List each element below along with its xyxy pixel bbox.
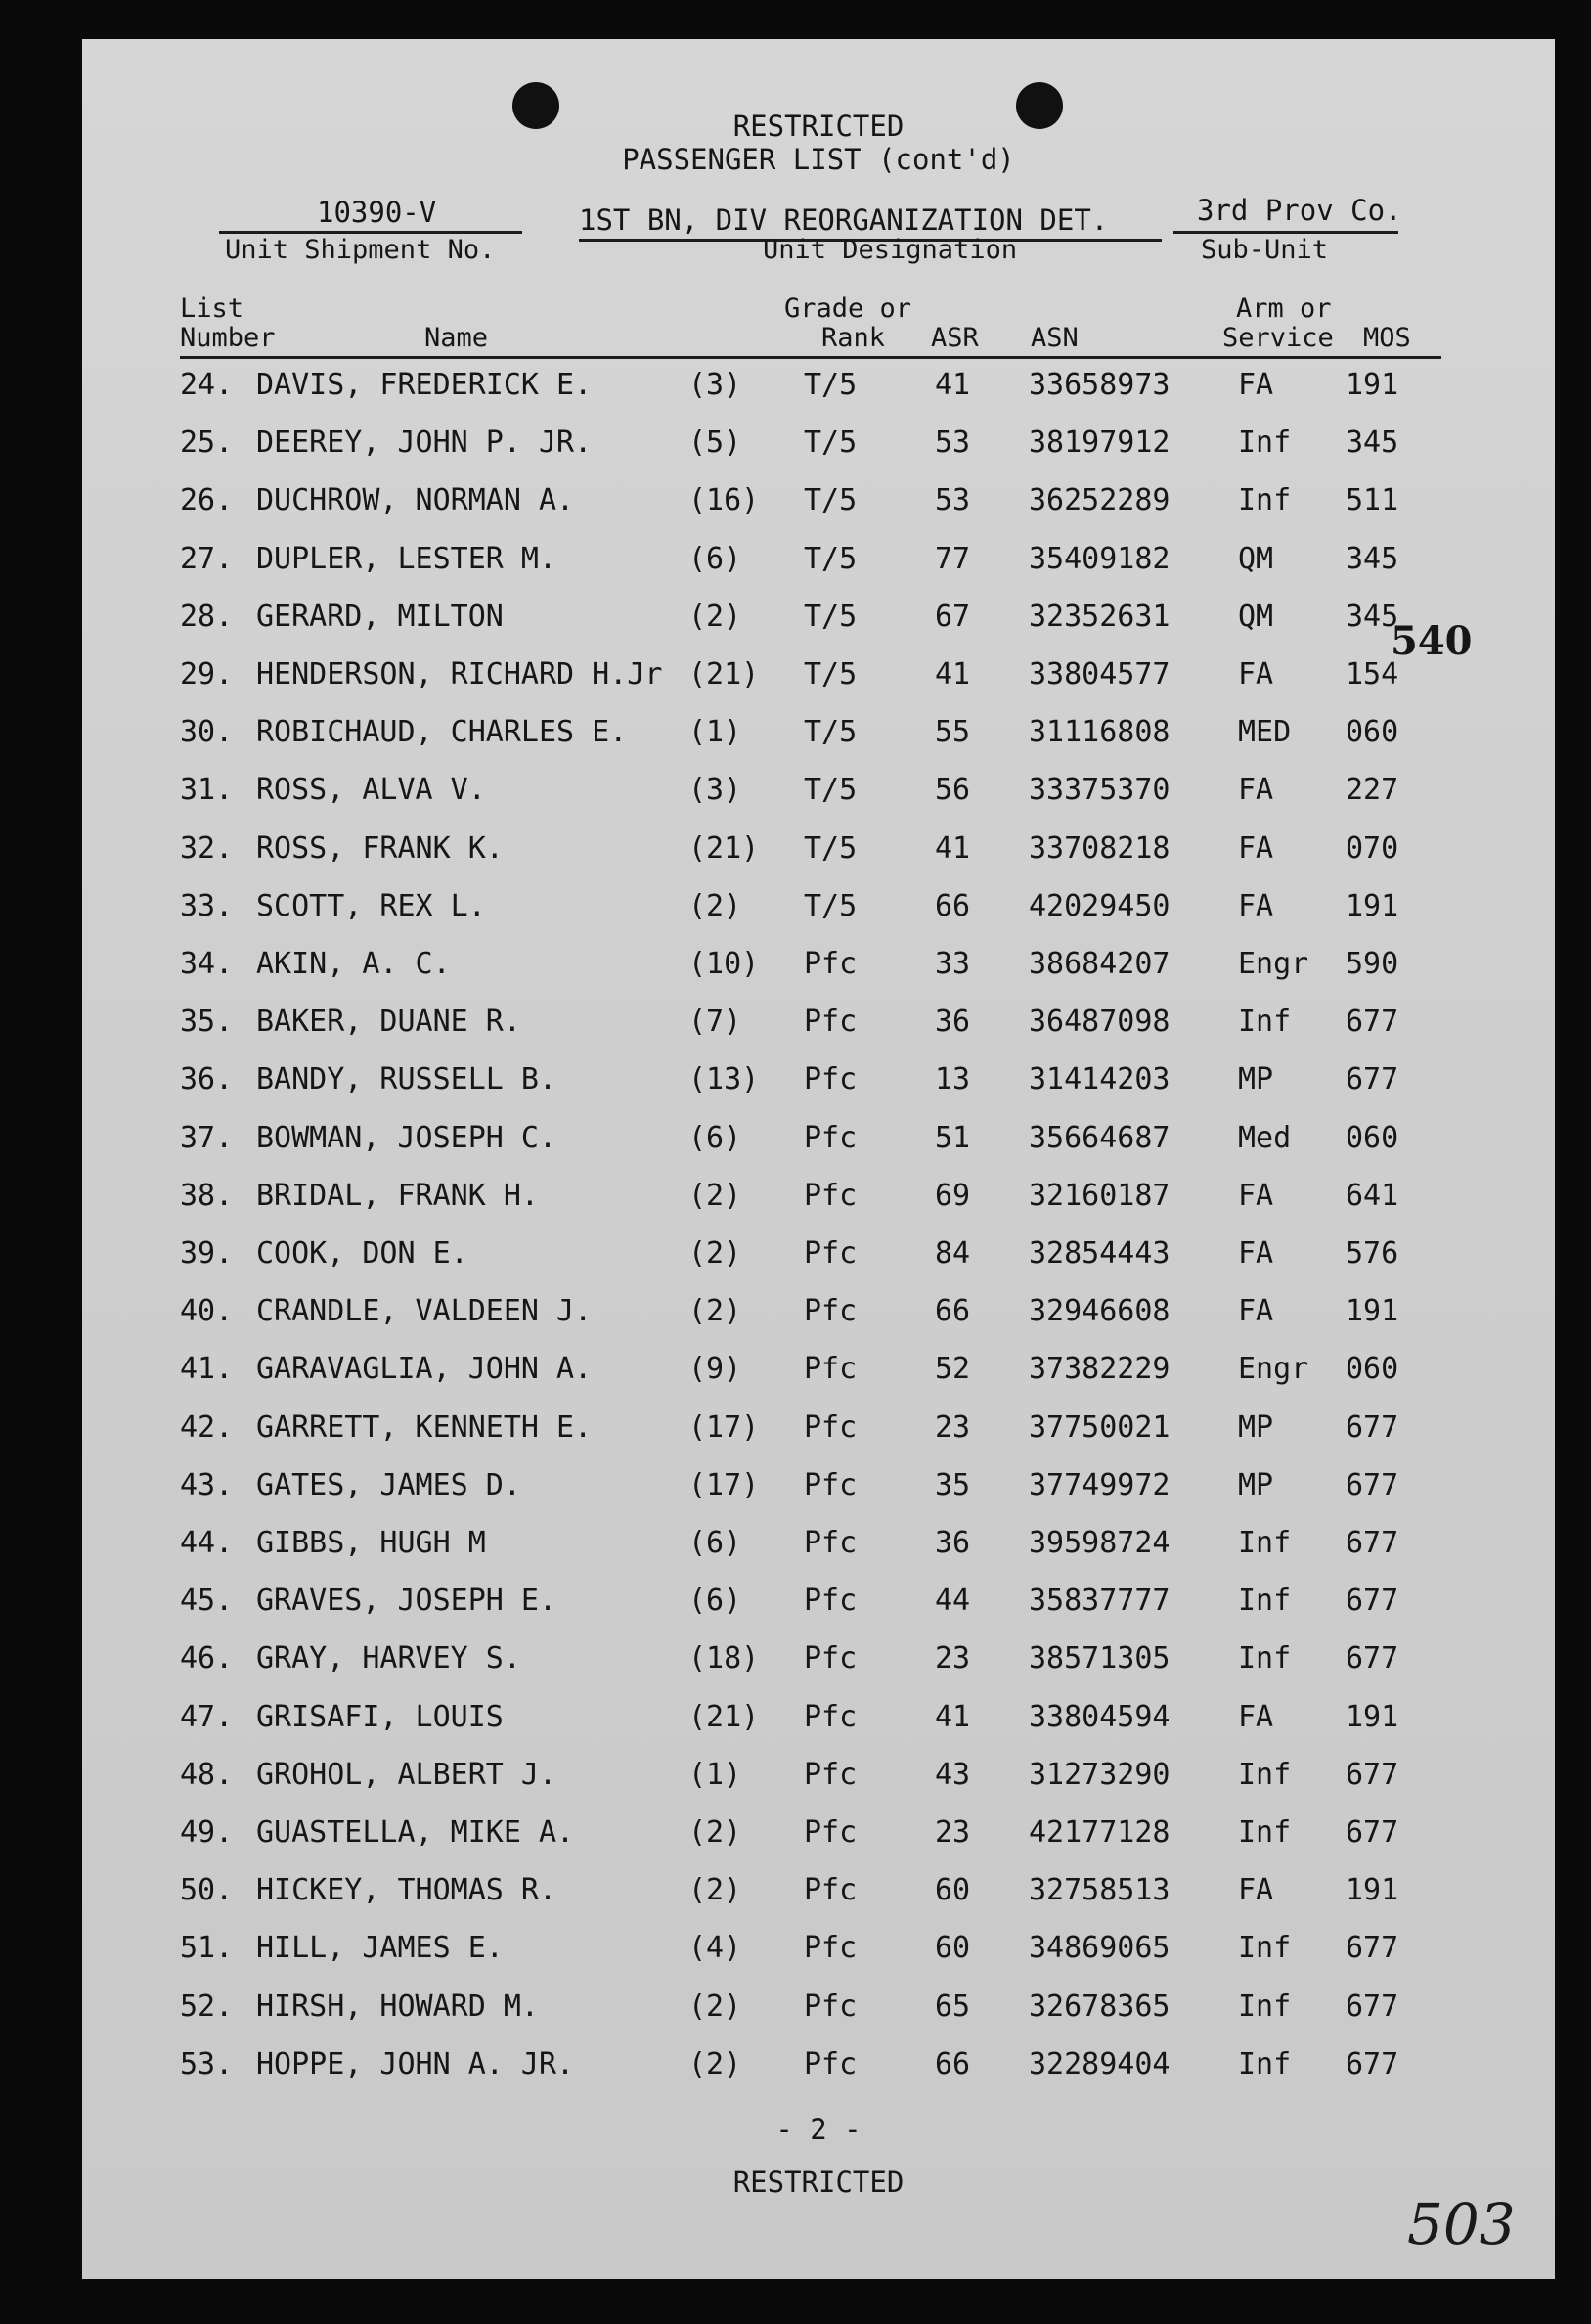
cell-grade: Pfc — [804, 1468, 858, 1502]
cell-arm: Inf — [1238, 1005, 1292, 1039]
cell-asn: 38571305 — [1029, 1641, 1171, 1676]
cell-grade: Pfc — [804, 1236, 858, 1271]
cell-grade: T/5 — [804, 368, 858, 402]
cell-num: 27. — [180, 542, 234, 576]
cell-grp: (21) — [688, 831, 760, 866]
cell-asr: 55 — [935, 715, 971, 749]
cell-grade: Pfc — [804, 1989, 858, 2024]
col-grade-label: Grade or — [784, 293, 912, 324]
sub-unit: 3rd Prov Co. — [1197, 194, 1402, 227]
page-number: - 2 - — [775, 2113, 862, 2146]
cell-grp: (2) — [688, 1179, 742, 1213]
table-row — [82, 1526, 1555, 1581]
cell-asn: 37382229 — [1029, 1352, 1171, 1386]
cell-mos: 677 — [1346, 1005, 1399, 1039]
cell-name: HOPPE, JOHN A. JR. — [256, 2047, 575, 2081]
cell-mos: 677 — [1346, 1062, 1399, 1096]
cell-num: 36. — [180, 1062, 234, 1096]
cell-arm: FA — [1238, 1236, 1274, 1271]
table-row — [82, 2047, 1555, 2102]
sub-unit-underline — [1173, 231, 1398, 234]
cell-mos: 070 — [1346, 831, 1399, 866]
cell-grade: T/5 — [804, 600, 858, 634]
table-row — [82, 1641, 1555, 1696]
cell-asn: 35837777 — [1029, 1584, 1171, 1618]
cell-asn: 38684207 — [1029, 947, 1171, 981]
document-page — [82, 39, 1555, 2279]
sub-unit-label: Sub-Unit — [1201, 235, 1329, 265]
cell-name: BAKER, DUANE R. — [256, 1005, 521, 1039]
cell-name: SCOTT, REX L. — [256, 889, 486, 923]
cell-grade: Pfc — [804, 1410, 858, 1445]
cell-asr: 23 — [935, 1815, 971, 1850]
cell-asr: 41 — [935, 657, 971, 692]
cell-name: HIRSH, HOWARD M. — [256, 1989, 539, 2024]
cell-name: DEEREY, JOHN P. JR. — [256, 425, 593, 460]
cell-grp: (2) — [688, 1989, 742, 2024]
col-asr-label: ASR — [931, 323, 979, 353]
cell-arm: Inf — [1238, 1815, 1292, 1850]
cell-grade: Pfc — [804, 1526, 858, 1560]
cell-asr: 60 — [935, 1931, 971, 1965]
cell-arm: FA — [1238, 831, 1274, 866]
cell-grp: (2) — [688, 600, 742, 634]
cell-name: GRISAFI, LOUIS — [256, 1700, 504, 1734]
cell-num: 47. — [180, 1700, 234, 1734]
cell-name: HILL, JAMES E. — [256, 1931, 504, 1965]
cell-asn: 33658973 — [1029, 368, 1171, 402]
cell-asr: 67 — [935, 600, 971, 634]
cell-asr: 33 — [935, 947, 971, 981]
cell-asr: 41 — [935, 831, 971, 866]
cell-asn: 32289404 — [1029, 2047, 1171, 2081]
cell-grp: (6) — [688, 1526, 742, 1560]
cell-asr: 44 — [935, 1584, 971, 1618]
cell-grp: (1) — [688, 715, 742, 749]
cell-name: BANDY, RUSSELL B. — [256, 1062, 557, 1096]
cell-mos: 060 — [1346, 1352, 1399, 1386]
cell-num: 41. — [180, 1352, 234, 1386]
passenger-list-title: PASSENGER LIST (cont'd) — [622, 143, 1015, 176]
cell-mos: 677 — [1346, 1468, 1399, 1502]
cell-grade: Pfc — [804, 1005, 858, 1039]
cell-arm: Inf — [1238, 1584, 1292, 1618]
cell-grade: Pfc — [804, 1352, 858, 1386]
cell-arm: Med — [1238, 1121, 1292, 1155]
cell-grp: (2) — [688, 1294, 742, 1328]
cell-asr: 36 — [935, 1526, 971, 1560]
cell-mos: 590 — [1346, 947, 1399, 981]
cell-name: ROSS, ALVA V. — [256, 773, 486, 807]
cell-arm: Engr — [1238, 947, 1309, 981]
cell-num: 32. — [180, 831, 234, 866]
cell-grp: (2) — [688, 1873, 742, 1907]
cell-num: 38. — [180, 1179, 234, 1213]
cell-grp: (17) — [688, 1410, 760, 1445]
table-row — [82, 1873, 1555, 1928]
cell-name: ROSS, FRANK K. — [256, 831, 504, 866]
cell-grp: (7) — [688, 1005, 742, 1039]
cell-grade: Pfc — [804, 1758, 858, 1792]
cell-num: 35. — [180, 1005, 234, 1039]
cell-mos: 576 — [1346, 1236, 1399, 1271]
cell-grp: (3) — [688, 368, 742, 402]
cell-arm: Inf — [1238, 1931, 1292, 1965]
cell-name: ROBICHAUD, CHARLES E. — [256, 715, 628, 749]
cell-asr: 23 — [935, 1641, 971, 1676]
cell-mos: 345 — [1346, 600, 1399, 634]
unit-designation: 1ST BN, DIV REORGANIZATION DET. — [579, 203, 1109, 237]
table-row — [82, 1005, 1555, 1059]
cell-grade: Pfc — [804, 1294, 858, 1328]
table-row — [82, 368, 1555, 423]
cell-asr: 52 — [935, 1352, 971, 1386]
cell-asr: 65 — [935, 1989, 971, 2024]
cell-grade: T/5 — [804, 657, 858, 692]
cell-name: GRAVES, JOSEPH E. — [256, 1584, 557, 1618]
cell-num: 40. — [180, 1294, 234, 1328]
table-row — [82, 542, 1555, 597]
col-arm-label: Arm or — [1236, 293, 1332, 324]
cell-name: HICKEY, THOMAS R. — [256, 1873, 557, 1907]
cell-num: 44. — [180, 1526, 234, 1560]
cell-name: GUASTELLA, MIKE A. — [256, 1815, 575, 1850]
cell-name: GATES, JAMES D. — [256, 1468, 521, 1502]
cell-grade: T/5 — [804, 773, 858, 807]
cell-asr: 66 — [935, 2047, 971, 2081]
cell-asn: 31116808 — [1029, 715, 1171, 749]
cell-name: DAVIS, FREDERICK E. — [256, 368, 593, 402]
cell-asn: 42177128 — [1029, 1815, 1171, 1850]
cell-num: 42. — [180, 1410, 234, 1445]
cell-mos: 677 — [1346, 1931, 1399, 1965]
cell-asr: 60 — [935, 1873, 971, 1907]
cell-asn: 32854443 — [1029, 1236, 1171, 1271]
col-mos-label: MOS — [1363, 323, 1411, 353]
cell-asr: 69 — [935, 1179, 971, 1213]
cell-asn: 33708218 — [1029, 831, 1171, 866]
cell-grp: (2) — [688, 2047, 742, 2081]
cell-grp: (16) — [688, 483, 760, 517]
cell-mos: 677 — [1346, 1758, 1399, 1792]
cell-mos: 677 — [1346, 1584, 1399, 1618]
cell-grade: Pfc — [804, 1700, 858, 1734]
cell-grp: (4) — [688, 1931, 742, 1965]
shipment-number: 10390-V — [317, 196, 437, 229]
cell-grp: (18) — [688, 1641, 760, 1676]
cell-grade: Pfc — [804, 2047, 858, 2081]
cell-asr: 36 — [935, 1005, 971, 1039]
cell-grade: Pfc — [804, 947, 858, 981]
cell-num: 43. — [180, 1468, 234, 1502]
cell-mos: 191 — [1346, 1294, 1399, 1328]
cell-arm: Inf — [1238, 483, 1292, 517]
cell-arm: MED — [1238, 715, 1292, 749]
cell-asn: 33804594 — [1029, 1700, 1171, 1734]
table-row — [82, 1815, 1555, 1870]
table-row — [82, 715, 1555, 770]
table-row — [82, 1294, 1555, 1349]
cell-arm: Inf — [1238, 1758, 1292, 1792]
cell-arm: Inf — [1238, 1641, 1292, 1676]
cell-arm: FA — [1238, 1179, 1274, 1213]
cell-name: GIBBS, HUGH M — [256, 1526, 486, 1560]
cell-num: 48. — [180, 1758, 234, 1792]
cell-asn: 35409182 — [1029, 542, 1171, 576]
cell-grade: Pfc — [804, 1873, 858, 1907]
table-row — [82, 1700, 1555, 1755]
cell-grp: (6) — [688, 542, 742, 576]
cell-name: BRIDAL, FRANK H. — [256, 1179, 539, 1213]
cell-mos: 191 — [1346, 889, 1399, 923]
cell-num: 33. — [180, 889, 234, 923]
restricted-footer: RESTRICTED — [732, 2166, 905, 2199]
cell-name: GROHOL, ALBERT J. — [256, 1758, 557, 1792]
table-row — [82, 1468, 1555, 1523]
cell-asn: 39598724 — [1029, 1526, 1171, 1560]
cell-arm: FA — [1238, 889, 1274, 923]
table-row — [82, 947, 1555, 1002]
cell-arm: FA — [1238, 657, 1274, 692]
cell-mos: 345 — [1346, 425, 1399, 460]
cell-grp: (13) — [688, 1062, 760, 1096]
cell-num: 39. — [180, 1236, 234, 1271]
cell-num: 24. — [180, 368, 234, 402]
cell-asn: 36252289 — [1029, 483, 1171, 517]
cell-num: 52. — [180, 1989, 234, 2024]
cell-name: HENDERSON, RICHARD H.Jr — [256, 657, 663, 692]
cell-mos: 677 — [1346, 2047, 1399, 2081]
table-row — [82, 889, 1555, 944]
cell-mos: 060 — [1346, 1121, 1399, 1155]
table-row — [82, 1410, 1555, 1465]
cell-asn: 32352631 — [1029, 600, 1171, 634]
cell-mos: 641 — [1346, 1179, 1399, 1213]
cell-asn: 31273290 — [1029, 1758, 1171, 1792]
table-row — [82, 600, 1555, 654]
table-row — [82, 1062, 1555, 1117]
cell-asn: 37750021 — [1029, 1410, 1171, 1445]
cell-asr: 13 — [935, 1062, 971, 1096]
cell-grade: Pfc — [804, 1931, 858, 1965]
table-row — [82, 483, 1555, 538]
cell-arm: FA — [1238, 1294, 1274, 1328]
table-row — [82, 1352, 1555, 1407]
cell-grp: (21) — [688, 1700, 760, 1734]
cell-asr: 41 — [935, 368, 971, 402]
cell-num: 30. — [180, 715, 234, 749]
cell-num: 37. — [180, 1121, 234, 1155]
table-row — [82, 1121, 1555, 1176]
cell-asn: 38197912 — [1029, 425, 1171, 460]
cell-grp: (21) — [688, 657, 760, 692]
cell-asn: 31414203 — [1029, 1062, 1171, 1096]
cell-grp: (2) — [688, 1815, 742, 1850]
cell-num: 29. — [180, 657, 234, 692]
col-number-label: Number — [180, 323, 276, 353]
col-asn-label: ASN — [1031, 323, 1079, 353]
cell-arm: Inf — [1238, 2047, 1292, 2081]
table-row — [82, 1584, 1555, 1638]
table-row — [82, 773, 1555, 827]
cell-grp: (10) — [688, 947, 760, 981]
table-row — [82, 1179, 1555, 1233]
table-row — [82, 1758, 1555, 1812]
cell-asr: 66 — [935, 1294, 971, 1328]
cell-num: 31. — [180, 773, 234, 807]
col-service-label: Service — [1222, 323, 1334, 353]
cell-arm: MP — [1238, 1062, 1274, 1096]
cell-name: AKIN, A. C. — [256, 947, 451, 981]
cell-mos: 677 — [1346, 1815, 1399, 1850]
cell-grp: (6) — [688, 1584, 742, 1618]
cell-name: COOK, DON E. — [256, 1236, 468, 1271]
cell-grp: (17) — [688, 1468, 760, 1502]
cell-arm: Inf — [1238, 425, 1292, 460]
cell-asn: 32946608 — [1029, 1294, 1171, 1328]
cell-num: 34. — [180, 947, 234, 981]
cell-name: DUPLER, LESTER M. — [256, 542, 557, 576]
cell-asr: 53 — [935, 483, 971, 517]
cell-mos: 677 — [1346, 1526, 1399, 1560]
cell-grp: (2) — [688, 1236, 742, 1271]
cell-grp: (6) — [688, 1121, 742, 1155]
table-row — [82, 1236, 1555, 1291]
cell-grp: (1) — [688, 1758, 742, 1792]
cell-asn: 32678365 — [1029, 1989, 1171, 2024]
cell-asr: 51 — [935, 1121, 971, 1155]
table-row — [82, 831, 1555, 886]
cell-grp: (9) — [688, 1352, 742, 1386]
cell-mos: 154 — [1346, 657, 1399, 692]
unit-designation-label: Unit Designation — [763, 235, 1018, 265]
cell-asn: 33804577 — [1029, 657, 1171, 692]
cell-name: GARRETT, KENNETH E. — [256, 1410, 593, 1445]
cell-arm: FA — [1238, 368, 1274, 402]
mos-correction-annotation: 540 — [1391, 618, 1473, 664]
cell-arm: FA — [1238, 1700, 1274, 1734]
cell-asr: 84 — [935, 1236, 971, 1271]
cell-asr: 43 — [935, 1758, 971, 1792]
cell-mos: 191 — [1346, 368, 1399, 402]
cell-mos: 191 — [1346, 1873, 1399, 1907]
cell-asn: 33375370 — [1029, 773, 1171, 807]
table-row — [82, 425, 1555, 480]
cell-arm: MP — [1238, 1468, 1274, 1502]
cell-arm: QM — [1238, 542, 1274, 576]
cell-arm: Inf — [1238, 1989, 1292, 2024]
cell-mos: 227 — [1346, 773, 1399, 807]
cell-grade: Pfc — [804, 1179, 858, 1213]
cell-grade: Pfc — [804, 1641, 858, 1676]
shipment-label: Unit Shipment No. — [225, 235, 496, 265]
cell-asr: 23 — [935, 1410, 971, 1445]
cell-asn: 32758513 — [1029, 1873, 1171, 1907]
cell-mos: 677 — [1346, 1989, 1399, 2024]
cell-arm: QM — [1238, 600, 1274, 634]
cell-asn: 36487098 — [1029, 1005, 1171, 1039]
cell-mos: 511 — [1346, 483, 1399, 517]
cell-grade: T/5 — [804, 542, 858, 576]
cell-asn: 32160187 — [1029, 1179, 1171, 1213]
cell-asn: 42029450 — [1029, 889, 1171, 923]
cell-asr: 66 — [935, 889, 971, 923]
col-name-label: Name — [424, 323, 489, 353]
table-row — [82, 657, 1555, 712]
restricted-heading: RESTRICTED — [732, 110, 905, 143]
cell-name: CRANDLE, VALDEEN J. — [256, 1294, 593, 1328]
cell-name: DUCHROW, NORMAN A. — [256, 483, 575, 517]
cell-num: 28. — [180, 600, 234, 634]
cell-grp: (5) — [688, 425, 742, 460]
cell-num: 51. — [180, 1931, 234, 1965]
cell-num: 46. — [180, 1641, 234, 1676]
cell-grade: T/5 — [804, 831, 858, 866]
cell-mos: 060 — [1346, 715, 1399, 749]
cell-grade: Pfc — [804, 1121, 858, 1155]
cell-num: 26. — [180, 483, 234, 517]
cell-arm: MP — [1238, 1410, 1274, 1445]
cell-num: 50. — [180, 1873, 234, 1907]
col-list-label: List — [180, 293, 244, 324]
cell-grade: T/5 — [804, 483, 858, 517]
table-row — [82, 1931, 1555, 1986]
cell-name: GRAY, HARVEY S. — [256, 1641, 521, 1676]
cell-num: 53. — [180, 2047, 234, 2081]
cell-asr: 35 — [935, 1468, 971, 1502]
cell-grade: Pfc — [804, 1815, 858, 1850]
handwritten-number: 503 — [1407, 2191, 1516, 2257]
column-header-underline — [180, 356, 1441, 359]
cell-asn: 37749972 — [1029, 1468, 1171, 1502]
cell-mos: 677 — [1346, 1641, 1399, 1676]
cell-name: GERARD, MILTON — [256, 600, 504, 634]
cell-arm: Inf — [1238, 1526, 1292, 1560]
shipment-underline — [219, 231, 522, 234]
table-row — [82, 1989, 1555, 2044]
cell-arm: Engr — [1238, 1352, 1309, 1386]
col-rank-label: Rank — [821, 323, 886, 353]
cell-asr: 56 — [935, 773, 971, 807]
cell-num: 25. — [180, 425, 234, 460]
cell-grade: T/5 — [804, 425, 858, 460]
cell-grade: T/5 — [804, 889, 858, 923]
cell-mos: 191 — [1346, 1700, 1399, 1734]
cell-asr: 53 — [935, 425, 971, 460]
cell-grade: Pfc — [804, 1584, 858, 1618]
cell-arm: FA — [1238, 773, 1274, 807]
cell-asn: 34869065 — [1029, 1931, 1171, 1965]
cell-grade: T/5 — [804, 715, 858, 749]
cell-grade: Pfc — [804, 1062, 858, 1096]
cell-name: BOWMAN, JOSEPH C. — [256, 1121, 557, 1155]
cell-asr: 77 — [935, 542, 971, 576]
cell-arm: FA — [1238, 1873, 1274, 1907]
cell-num: 49. — [180, 1815, 234, 1850]
cell-mos: 345 — [1346, 542, 1399, 576]
cell-grp: (2) — [688, 889, 742, 923]
cell-asr: 41 — [935, 1700, 971, 1734]
cell-num: 45. — [180, 1584, 234, 1618]
cell-name: GARAVAGLIA, JOHN A. — [256, 1352, 593, 1386]
cell-grp: (3) — [688, 773, 742, 807]
cell-asn: 35664687 — [1029, 1121, 1171, 1155]
cell-mos: 677 — [1346, 1410, 1399, 1445]
